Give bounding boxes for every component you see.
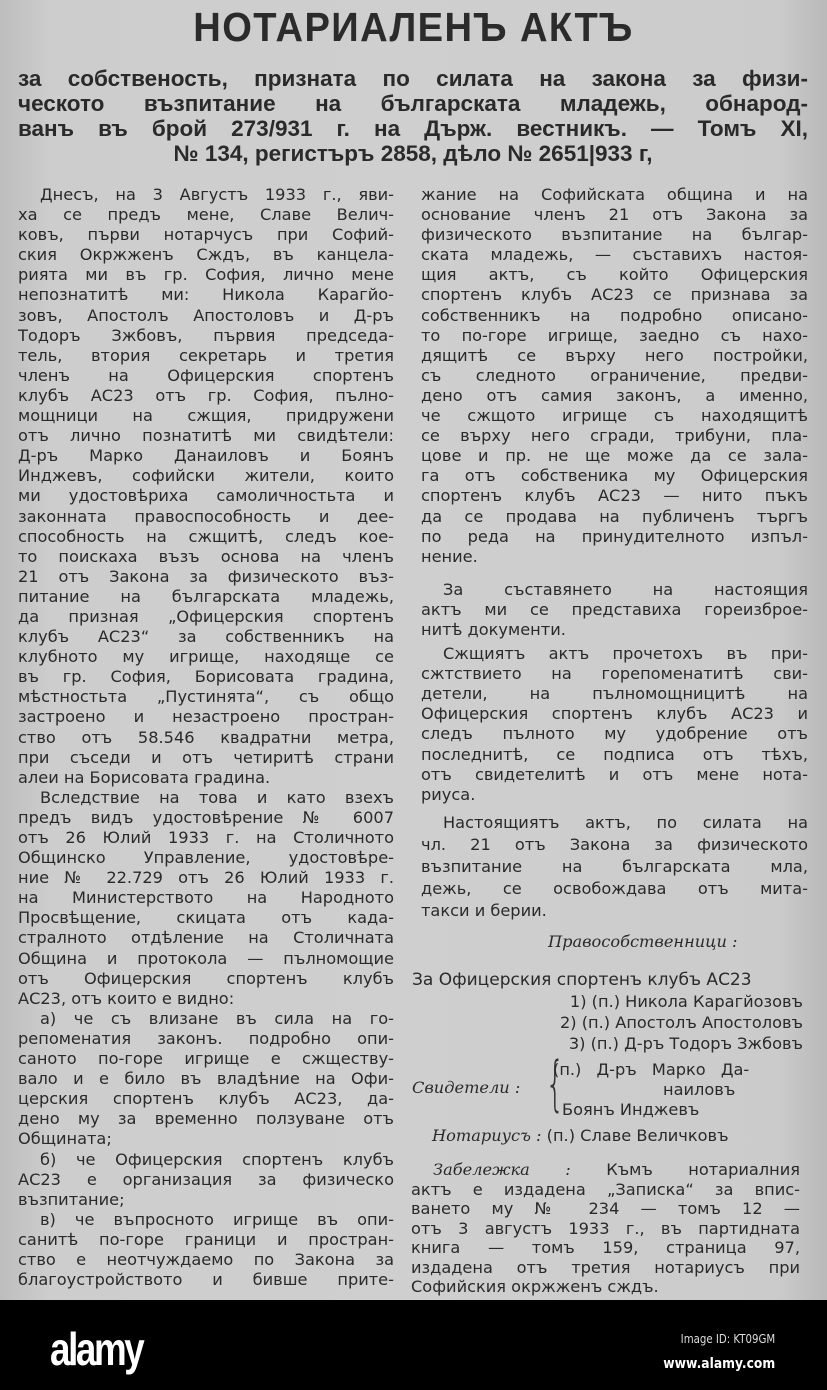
text-line: при съседи и отъ четиритѣ страни <box>18 747 394 767</box>
paragraph <box>421 644 808 805</box>
notary-label: Нотариусъ : <box>432 1126 542 1145</box>
text-line: Офицерския спортенъ клубъ АС23 и <box>421 704 808 724</box>
text-line: ването му № 234 — томъ 12 — <box>411 1199 800 1218</box>
text-line: ство е неотчуждаемо по Закона за <box>18 1249 394 1269</box>
text-line: по реда на принудителното изпъл- <box>421 526 808 546</box>
text-line: физическото възпитание на българ- <box>421 225 808 245</box>
paragraph <box>18 1150 394 1210</box>
text-line: дящитѣ се върху него постройки, <box>421 345 808 365</box>
paragraph <box>18 185 394 788</box>
note-label: Забележка : <box>433 1160 571 1179</box>
text-line: Община и протокола — пълномощие <box>18 948 394 968</box>
text-line: Днесъ, на 3 Августъ 1933 г., яви- <box>40 185 394 204</box>
document-title: НОТАРИАЛЕНЪ АКТЪ <box>193 4 634 50</box>
image-id: Image ID: KT09GM <box>680 1332 775 1346</box>
document-subtitle <box>18 66 808 166</box>
note-first-line: Къмъ нотариалния <box>606 1160 800 1179</box>
text-line: на Министерството на Народното <box>18 888 394 908</box>
text-line: клубъ АС23“ за собственникъ на <box>18 627 394 647</box>
text-line: нитѣ документи. <box>421 619 566 639</box>
text-line: такси и берии. <box>421 900 547 920</box>
text-line: тель, втория секретарь и третия <box>18 345 394 365</box>
text-line: следъ пълното му удобрение отъ <box>421 724 808 744</box>
text-line: последнитѣ, се подписа отъ тѣхъ, <box>421 744 808 764</box>
text-line: церския спортенъ клубъ АС23, да- <box>18 1089 394 1109</box>
paragraph <box>18 788 394 1009</box>
text-line: законната правоспособность и дее- <box>18 506 394 526</box>
subtitle-line: № 134, регистъръ 2858, дѣло № 2651|933 г, <box>173 141 653 166</box>
text-line: а) че съ влизане въ сила на го- <box>40 1008 394 1028</box>
text-line: да призная „Офицерския спортенъ <box>18 606 394 626</box>
text-line: Сжщиятъ актъ прочетохъ въ при- <box>443 644 808 664</box>
stock-footer-bar <box>0 1300 827 1390</box>
text-line: детели, на пълномощницитѣ на <box>421 684 808 704</box>
text-line: Общинско Управление, удостовѣре- <box>18 848 394 868</box>
text-line: нение. <box>421 546 478 566</box>
owners-heading: Правособственници : <box>548 932 738 951</box>
text-line: издадена отъ третия нотариусъ при <box>411 1257 800 1277</box>
text-line: ство отъ 58.546 квадратни метра, <box>18 727 394 747</box>
text-line: отъ 26 Юлий 1933 г. на Столичното <box>18 828 394 847</box>
text-line: способность на сжщитѣ, следъ кое- <box>18 526 394 546</box>
text-line: ковъ, първи нотарчусъ при Софий- <box>18 225 394 245</box>
text-line: ми удостовѣриха самоличностьта и <box>18 486 394 506</box>
text-line: че сжщото игрище съ находящитѣ <box>421 406 808 426</box>
site-url[interactable]: www.alamy.com <box>663 1356 775 1372</box>
paragraph <box>421 185 808 567</box>
right-text-column <box>421 185 808 922</box>
text-line: въ гр. София, Борисовата градина, <box>18 667 394 687</box>
notary-signature <box>432 1126 729 1145</box>
text-line: сжтствието на горепоменатитѣ сви- <box>421 664 808 684</box>
text-line: спортенъ клубъ АС23 се признава за <box>421 285 808 305</box>
text-line: жание на Софийската община и на <box>421 185 808 204</box>
text-line: застроено и незастроено простран- <box>18 707 394 727</box>
text-line: Тодоръ Зжбовъ, първия председа- <box>18 325 394 345</box>
witness-signature-cont: наиловъ <box>663 1080 736 1099</box>
text-line: основание членъ 21 отъ Закона за <box>421 205 808 225</box>
alamy-logo: alamy <box>50 1323 143 1375</box>
text-line: цове и пр. не ще може да се зала- <box>421 446 808 466</box>
text-line: б) че Офицерския спортенъ клубъ <box>40 1149 394 1169</box>
text-line: ние № 22.729 отъ 26 Юлий 1933 г. <box>18 868 394 888</box>
text-line: дено му за временно ползуване отъ <box>18 1109 394 1129</box>
text-line: то поискаха възъ основа на членъ <box>18 546 394 566</box>
text-line: алеи на Борисовата градина. <box>18 767 271 787</box>
text-line: в) че въпросното игрище въ опи- <box>40 1209 394 1229</box>
text-line: дено отъ самия законъ, а именно, <box>421 385 808 405</box>
notary-name: (п.) Славе Величковъ <box>546 1126 729 1145</box>
text-line: га отъ собственика му Офицерския <box>421 466 808 486</box>
text-line: риуса. <box>421 784 476 804</box>
text-line: непознатитѣ ми: Никола Карагйо- <box>18 285 394 305</box>
text-line: мощници на сжщия, придружени <box>18 406 394 426</box>
text-line: възпитание на българската мла, <box>421 856 808 876</box>
text-line: Настоящиятъ актъ, по силата на <box>443 812 808 832</box>
subtitle-line: ческото възпитание на българската младежь, обнарод- <box>18 91 808 116</box>
text-line: клубъ АС23 отъ гр. София, пълно- <box>18 385 394 405</box>
witness-signature: Боянъ Инджевъ <box>562 1100 700 1119</box>
text-line: се върху него сгради, трибуни, пла- <box>421 426 808 446</box>
text-line: стралното отдѣление на Столичната <box>18 928 394 948</box>
text-line: рията ми въ гр. София, лично мене <box>18 265 394 285</box>
text-line: отъ лично познатитѣ ми свидѣтели: <box>18 426 394 446</box>
text-line: дежь, се освобождава отъ мита- <box>421 878 808 898</box>
text-line: Д-ръ Марко Данаиловъ и Боянъ <box>18 446 394 466</box>
text-line: отъ свидетелитѣ и отъ мене нота- <box>421 764 808 784</box>
text-line: саното по-горе игрище е сжществу- <box>18 1049 394 1069</box>
text-line: възпитание; <box>18 1189 125 1209</box>
paragraph <box>421 812 808 922</box>
text-line: Просвѣщение, скицата отъ када- <box>18 908 394 928</box>
text-line: клубното му игрище, находяще се <box>18 647 394 667</box>
text-line: За съставянето на настоящия <box>443 579 808 599</box>
text-line: членъ на Офицерския спортенъ <box>18 365 394 385</box>
text-line: Софийския окржженъ сждъ. <box>411 1277 659 1296</box>
brace-icon: { <box>545 1049 565 1119</box>
club-signature-line: За Офицерския спортенъ клубъ АС23 <box>412 970 752 990</box>
text-line: отъ 3 августъ 1933 г., въ партидната <box>411 1218 800 1238</box>
text-line: ха се предъ мене, Славе Велич- <box>18 205 394 225</box>
text-line: чл. 21 отъ Закона за физическото <box>421 834 808 854</box>
text-line: 21 отъ Закона за физическото въз- <box>18 566 394 586</box>
paragraph <box>421 580 808 640</box>
text-line: благоустройството и бивше прите- <box>18 1270 394 1290</box>
text-line: собственникъ на подробно описано- <box>421 305 808 325</box>
text-line: АС23, отъ които е видно: <box>18 988 235 1008</box>
text-line: вало и е било въ владѣние на Офи- <box>18 1069 394 1089</box>
text-line: спортенъ клубъ АС23 — нито пъкъ <box>421 486 808 506</box>
text-line: ската младежь, — съставихъ настоя- <box>421 245 808 265</box>
paragraph <box>18 1009 394 1150</box>
text-line <box>411 1160 800 1180</box>
text-line: предъ видъ удостовѣрение № 6007 <box>18 807 394 827</box>
subtitle-line: ванъ въ брой 273/931 г. на Държ. вестникъ. — Томъ XI, <box>18 116 808 141</box>
text-line: ския Окржженъ Сждъ, въ канцела- <box>18 245 394 265</box>
text-line: актъ е издадена „Записка“ за впис- <box>411 1179 800 1199</box>
text-line: актъ ми се представиха гореизброе- <box>421 599 808 619</box>
text-line: репоменатия законъ. подробно опи- <box>18 1028 394 1048</box>
text-line: отъ Офицерския спортенъ клубъ <box>18 968 394 988</box>
text-line: мѣстностьта „Пустинята“, съ общо <box>18 687 394 707</box>
text-line: да се продава на публиченъ търгъ <box>421 506 808 526</box>
text-line: зовъ, Апостолъ Апостоловъ и Д-ръ <box>18 305 394 325</box>
text-line: санитѣ по-горе граници и простран- <box>18 1229 394 1249</box>
witnesses-label: Свидетели : <box>412 1078 521 1097</box>
paragraph <box>18 1210 394 1290</box>
text-line: АС23 е организация за физическо <box>18 1169 394 1189</box>
witness-signature: (п.) Д-ръ Марко Да- <box>553 1060 750 1079</box>
text-line: съ следното ограничение, предви- <box>421 365 808 385</box>
text-line: то по-горе игрище, заедно съ нахо- <box>421 325 808 345</box>
text-line: книга — томъ 159, страница 97, <box>411 1238 800 1257</box>
left-text-column <box>18 185 394 1290</box>
text-line: Общината; <box>18 1129 112 1149</box>
owner-signature: 2) (п.) Апостолъ Апостоловъ <box>559 1013 803 1032</box>
text-line: Инджевъ, софийски жители, които <box>18 466 394 486</box>
owner-signature: 3) (п.) Д-ръ Тодоръ Зжбовъ <box>568 1034 803 1053</box>
text-line: щия актъ, съ който Офицерския <box>421 265 808 285</box>
owner-signature: 1) (п.) Никола Карагйозовъ <box>569 992 803 1011</box>
text-line: Вследствие на това и като взехъ <box>40 787 394 807</box>
note-paragraph <box>411 1160 800 1297</box>
subtitle-line: за собственость, призната по силата на закона за физи- <box>18 66 808 91</box>
text-line: питание на българската младежь, <box>18 586 394 606</box>
